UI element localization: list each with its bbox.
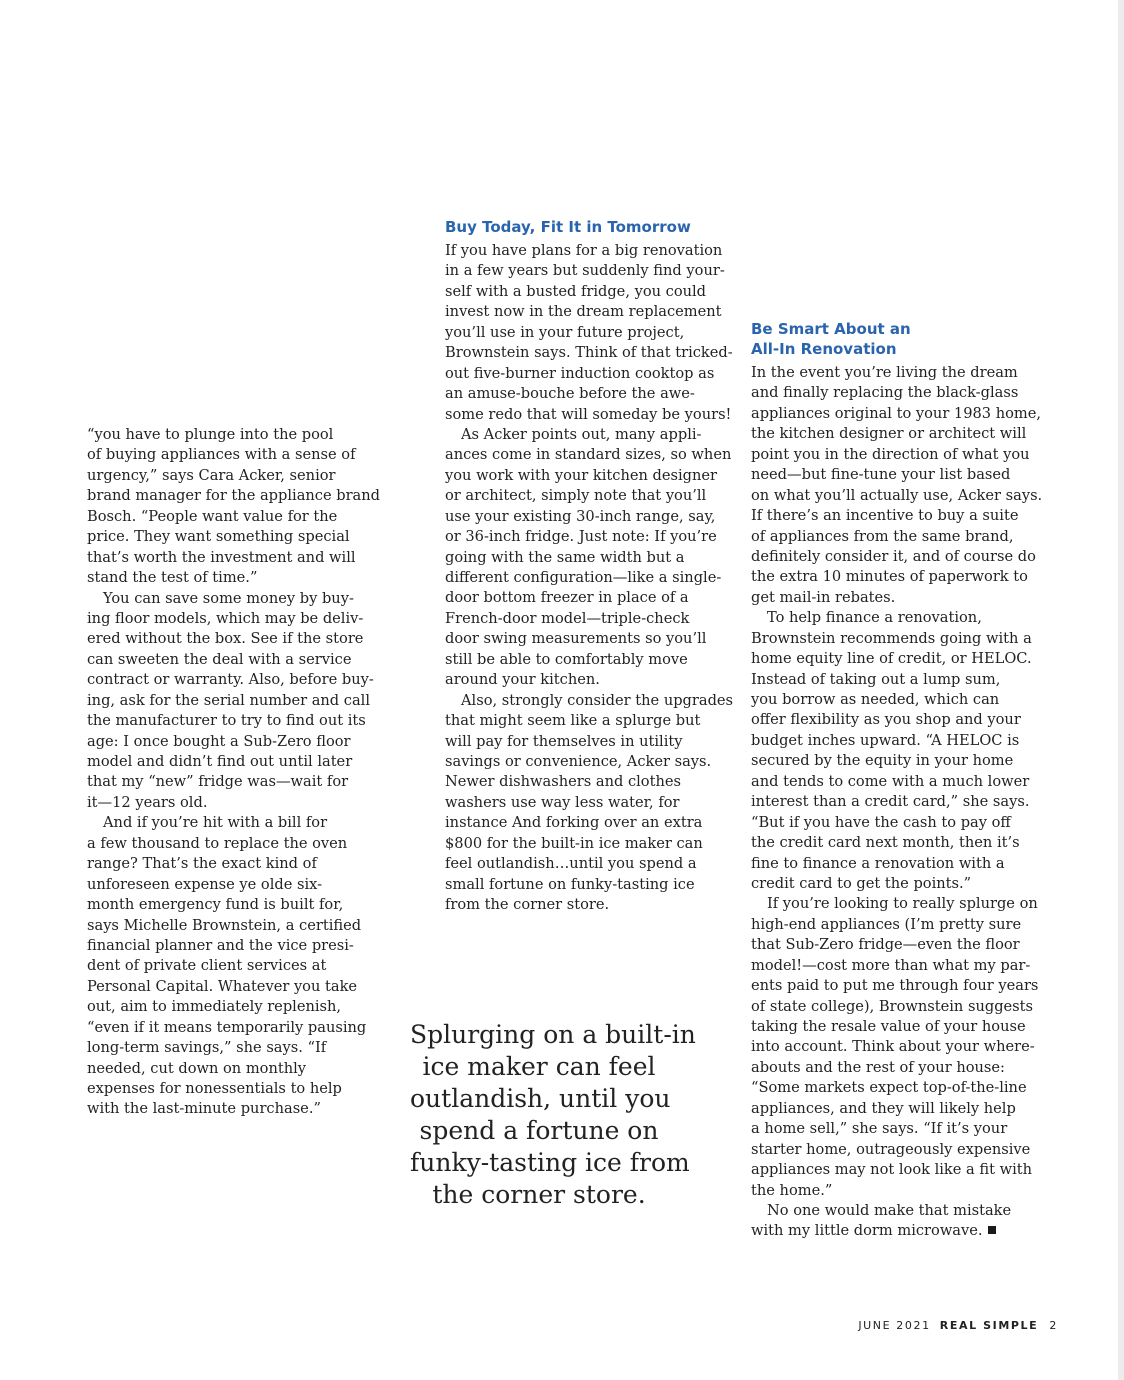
text-line (445, 282, 733, 302)
section-heading-buy-today: Buy Today, Fit It in Tomorrow (445, 218, 691, 236)
line-text: model and didn’t find out until later (87, 753, 353, 770)
line-text: home equity line of credit, or HELOC. (751, 650, 1032, 668)
line-text: interest than a credit card,” she says. (751, 793, 1030, 811)
text-line (87, 486, 380, 506)
text-line (445, 548, 733, 568)
text-line (445, 302, 733, 322)
line-text: In the event you’re living the dream (751, 364, 1018, 381)
text-line (87, 916, 380, 936)
line-text: Brownstein says. Think of that tricked- (445, 344, 733, 362)
text-line (751, 710, 1042, 730)
text-line (87, 609, 380, 629)
text-line (751, 1037, 1042, 1057)
text-line (87, 670, 380, 690)
line-text: you work with your kitchen designer (445, 466, 718, 484)
text-line (87, 568, 380, 588)
line-text: going with the same width but a (445, 548, 685, 566)
line-text: Brownstein recommends going with a (751, 629, 1032, 647)
text-line (87, 466, 380, 486)
line-text: To help finance a renovation, (767, 609, 982, 627)
text-line (87, 875, 380, 895)
text-line (445, 834, 733, 854)
text-line (751, 854, 1042, 874)
line-text: If you’re looking to really splurge on (767, 895, 1038, 913)
line-text: the credit card next month, then it’s (751, 834, 1020, 852)
heading-line: Be Smart About an (751, 320, 911, 338)
text-line (751, 424, 1042, 444)
paragraph-start-line (87, 813, 380, 833)
text-line (445, 568, 733, 588)
heading-line: All-In Renovation (751, 340, 897, 358)
text-line (445, 609, 733, 629)
line-text: Personal Capital. Whatever you take (87, 977, 358, 995)
line-text: appliances, and they will likely help (751, 1099, 1016, 1117)
text-line (751, 731, 1042, 751)
text-line (751, 956, 1042, 976)
text-line (445, 895, 733, 915)
line-text: a home sell,” she says. “If it’s your (751, 1120, 1008, 1138)
text-line (445, 364, 733, 384)
text-line (87, 1059, 380, 1079)
text-line (751, 1181, 1042, 1201)
line-text: door swing measurements so you’ll (445, 630, 707, 648)
text-line (445, 241, 733, 261)
line-text: “you have to plunge into the pool (87, 426, 334, 443)
line-text: will pay for themselves in utility (445, 732, 683, 750)
line-text: definitely consider it, and of course do (751, 547, 1036, 565)
text-line (87, 1018, 380, 1038)
line-text: and tends to come with a much lower (751, 772, 1030, 790)
section-heading-smart-renovation (751, 319, 911, 359)
line-text: or 36-inch fridge. Just note: If you’re (445, 528, 717, 546)
line-text: use your existing 30-inch range, say, (445, 507, 716, 525)
text-line (445, 261, 733, 281)
text-line (751, 404, 1042, 424)
line-text: you’ll use in your future project, (445, 323, 685, 341)
line-text: price. They want something special (87, 528, 350, 546)
line-text: door bottom freezer in place of a (445, 589, 689, 607)
text-line (751, 976, 1042, 996)
text-line (751, 1119, 1042, 1139)
line-text: that my “new” fridge was—wait for (87, 773, 349, 791)
line-text: secured by the equity in your home (751, 752, 1014, 770)
line-text: age: I once bought a Sub-Zero floor (87, 732, 351, 750)
text-line (87, 691, 380, 711)
line-text: still be able to comfortably move (445, 650, 688, 668)
text-line (87, 527, 380, 547)
text-line (445, 813, 733, 833)
line-text: get mail-in rebates. (751, 588, 896, 606)
text-line (751, 772, 1042, 792)
paragraph-start-line (445, 425, 733, 445)
end-of-article-square-icon (988, 1226, 996, 1234)
text-line (751, 1140, 1042, 1160)
line-text: brand manager for the appliance brand (87, 487, 381, 505)
text-line (751, 997, 1042, 1017)
line-text: of state college), Brownstein suggests (751, 997, 1034, 1015)
line-text: financial planner and the vice presi- (87, 936, 354, 954)
paragraph-start-line (751, 608, 1042, 628)
line-text: out, aim to immediately replenish, (87, 998, 342, 1016)
line-text: invest now in the dream replacement (445, 303, 722, 321)
pull-quote-line: ice maker can feel (422, 1052, 656, 1081)
text-line (87, 1099, 380, 1119)
line-text: it—12 years old. (87, 793, 208, 811)
text-line (751, 751, 1042, 771)
line-text: abouts and the rest of your house: (751, 1058, 1005, 1076)
text-line (445, 466, 733, 486)
text-line (445, 323, 733, 343)
line-text: starter home, outrageously expensive (751, 1140, 1031, 1158)
text-line (445, 752, 733, 772)
text-line (751, 1058, 1042, 1078)
line-text: of buying appliances with a sense of (87, 446, 356, 464)
text-line (751, 383, 1042, 403)
text-line (751, 588, 1042, 608)
text-line (751, 527, 1042, 547)
text-line (87, 977, 380, 997)
line-text: “Some markets expect top-of-the-line (751, 1079, 1027, 1097)
text-line (751, 1017, 1042, 1037)
text-line (751, 813, 1042, 833)
line-text: the kitchen designer or architect will (751, 425, 1027, 443)
line-text: point you in the direction of what you (751, 445, 1030, 463)
line-text: feel outlandish…until you spend a (445, 855, 697, 873)
line-text: with the last-minute purchase.” (87, 1100, 321, 1118)
text-line (751, 506, 1042, 526)
line-text: the home.” (751, 1181, 833, 1199)
line-text: long-term savings,” she says. “If (87, 1039, 327, 1057)
text-line (751, 465, 1042, 485)
text-line (751, 690, 1042, 710)
line-text: ents paid to put me through four years (751, 977, 1039, 995)
pull-quote-line: Splurging on a built-in (410, 1020, 696, 1049)
article-column-middle (445, 241, 733, 915)
line-text: month emergency fund is built for, (87, 896, 344, 914)
text-line (87, 997, 380, 1017)
text-line (87, 834, 380, 854)
text-line (445, 527, 733, 547)
text-line (87, 425, 380, 445)
pull-quote-line: funky-tasting ice from (410, 1148, 690, 1177)
text-line (751, 649, 1042, 669)
line-text: $800 for the built-in ice maker can (445, 834, 703, 852)
line-text: different configuration—like a single- (445, 569, 722, 586)
line-text: urgency,” says Cara Acker, senior (87, 466, 336, 484)
line-text: that Sub-Zero fridge—even the floor (751, 936, 1020, 954)
line-text: an amuse-bouche before the awe- (445, 385, 695, 403)
text-line (445, 711, 733, 731)
line-text: As Acker points out, many appli- (461, 425, 702, 443)
pull-quote (410, 1019, 696, 1211)
line-text: unforeseen expense ye olde six- (87, 875, 323, 893)
line-text: appliances may not look like a fit with (751, 1161, 1033, 1179)
text-line (751, 670, 1042, 690)
text-line (445, 507, 733, 527)
line-text: the manufacturer to try to find out its (87, 712, 366, 730)
line-text: You can save some money by buy- (103, 589, 354, 607)
text-line (445, 732, 733, 752)
line-text: self with a busted fridge, you could (445, 282, 707, 300)
text-line (445, 588, 733, 608)
text-line (751, 915, 1042, 935)
page-edge-shadow (1118, 0, 1124, 1380)
pull-quote-line: outlandish, until you (410, 1084, 671, 1113)
text-line (87, 895, 380, 915)
line-text: instance And forking over an extra (445, 814, 703, 832)
text-line (751, 1221, 1042, 1241)
text-line (87, 507, 380, 527)
line-text: Bosch. “People want value for the (87, 507, 338, 525)
line-text: or architect, simply note that you’ll (445, 487, 707, 505)
article-column-left (87, 425, 380, 1120)
line-text: appliances original to your 1983 home, (751, 404, 1042, 422)
text-line (87, 752, 380, 772)
line-text: a few thousand to replace the oven (87, 834, 348, 852)
pull-quote-line: the corner store. (432, 1180, 646, 1209)
line-text: that might seem like a splurge but (445, 712, 701, 730)
line-text: If you have plans for a big renovation (445, 242, 723, 259)
line-text: washers use way less water, for (445, 793, 680, 811)
line-text: Instead of taking out a lump sum, (751, 670, 1001, 688)
page-footer (858, 1319, 1058, 1332)
line-text: dent of private client services at (87, 957, 327, 975)
line-text: No one would make that mistake (767, 1201, 1012, 1219)
line-text: If there’s an incentive to buy a suite (751, 507, 1019, 525)
line-text: model!—cost more than what my par- (751, 956, 1031, 974)
text-line (87, 1079, 380, 1099)
line-text: fine to finance a renovation with a (751, 854, 1005, 872)
line-text: that’s worth the investment and will (87, 548, 356, 566)
line-text: ered without the box. See if the store (87, 630, 364, 648)
paragraph-start-line (445, 691, 733, 711)
pull-quote-line: spend a fortune on (419, 1116, 659, 1145)
line-text: ances come in standard sizes, so when (445, 446, 732, 464)
text-line (87, 956, 380, 976)
line-text: need—but fine-tune your list based (751, 466, 1011, 484)
text-line (87, 936, 380, 956)
text-line (445, 650, 733, 670)
text-line (445, 854, 733, 874)
line-text: savings or convenience, Acker says. (445, 752, 712, 770)
paragraph-start-line (751, 894, 1042, 914)
line-text: around your kitchen. (445, 671, 600, 689)
text-line (87, 629, 380, 649)
text-line (445, 343, 733, 363)
text-line (87, 650, 380, 670)
text-line (87, 1038, 380, 1058)
text-line (87, 854, 380, 874)
line-text: on what you’ll actually use, Acker says. (751, 486, 1043, 504)
line-text: some redo that will someday be yours! (445, 405, 732, 423)
text-line (445, 405, 733, 425)
text-line (445, 670, 733, 690)
line-text: contract or warranty. Also, before buy- (87, 671, 374, 689)
text-line (445, 875, 733, 895)
text-line (445, 629, 733, 649)
text-line (751, 445, 1042, 465)
text-line (87, 711, 380, 731)
line-text: in a few years but suddenly find your- (445, 262, 725, 280)
text-line (751, 547, 1042, 567)
line-text: Newer dishwashers and clothes (445, 773, 681, 791)
line-text: and finally replacing the black-glass (751, 384, 1019, 402)
footer-brand: REAL SIMPLE (939, 1319, 1039, 1332)
line-text: into account. Think about your where- (751, 1038, 1035, 1056)
line-text: you borrow as needed, which can (751, 691, 1000, 708)
line-text: small fortune on funky-tasting ice (445, 875, 695, 893)
text-line (87, 793, 380, 813)
paragraph-start-line (87, 589, 380, 609)
text-line (445, 793, 733, 813)
line-text: ing floor models, which may be deliv- (87, 609, 364, 627)
line-text: the extra 10 minutes of paperwork to (751, 568, 1028, 586)
text-line (445, 445, 733, 465)
page-number: 2 (1049, 1319, 1058, 1332)
text-line (751, 833, 1042, 853)
text-line (751, 874, 1042, 894)
text-line (751, 486, 1042, 506)
line-text: ing, ask for the serial number and call (87, 691, 370, 709)
line-text: “even if it means temporarily pausing (87, 1018, 367, 1036)
line-text: credit card to get the points.” (751, 874, 972, 892)
text-line (751, 792, 1042, 812)
text-line (751, 567, 1042, 587)
text-line (751, 935, 1042, 955)
line-text: “But if you have the cash to pay off (751, 813, 1011, 831)
line-text: range? That’s the exact kind of (87, 855, 317, 873)
line-text: from the corner store. (445, 896, 610, 913)
text-line (445, 772, 733, 792)
text-line (751, 363, 1042, 383)
text-line (87, 445, 380, 465)
text-line (751, 1099, 1042, 1119)
line-text: high-end appliances (I’m pretty sure (751, 915, 1022, 933)
line-text: stand the test of time.” (87, 569, 258, 587)
text-line (751, 629, 1042, 649)
text-line (445, 486, 733, 506)
line-text: French-door model—triple-check (445, 609, 690, 627)
text-line (445, 384, 733, 404)
line-text: offer flexibility as you shop and your (751, 711, 1021, 729)
line-text: And if you’re hit with a bill for (103, 814, 328, 832)
line-text: Also, strongly consider the upgrades (461, 691, 734, 709)
line-text: budget inches upward. “A HELOC is (751, 731, 1020, 749)
line-text: says Michelle Brownstein, a certified (87, 916, 362, 934)
line-text: of appliances from the same brand, (751, 527, 1014, 545)
line-text: out five-burner induction cooktop as (445, 364, 715, 382)
text-line (87, 772, 380, 792)
text-line (87, 732, 380, 752)
text-line (751, 1078, 1042, 1098)
line-text: taking the resale value of your house (751, 1018, 1026, 1035)
paragraph-start-line (751, 1201, 1042, 1221)
text-line (87, 548, 380, 568)
text-line (751, 1160, 1042, 1180)
line-text: can sweeten the deal with a service (87, 650, 352, 668)
line-text: with my little dorm microwave. (751, 1222, 983, 1240)
article-column-right (751, 363, 1042, 1242)
line-text: expenses for nonessentials to help (87, 1080, 342, 1097)
footer-issue-date: JUNE 2021 (858, 1319, 931, 1332)
line-text: needed, cut down on monthly (87, 1059, 307, 1077)
